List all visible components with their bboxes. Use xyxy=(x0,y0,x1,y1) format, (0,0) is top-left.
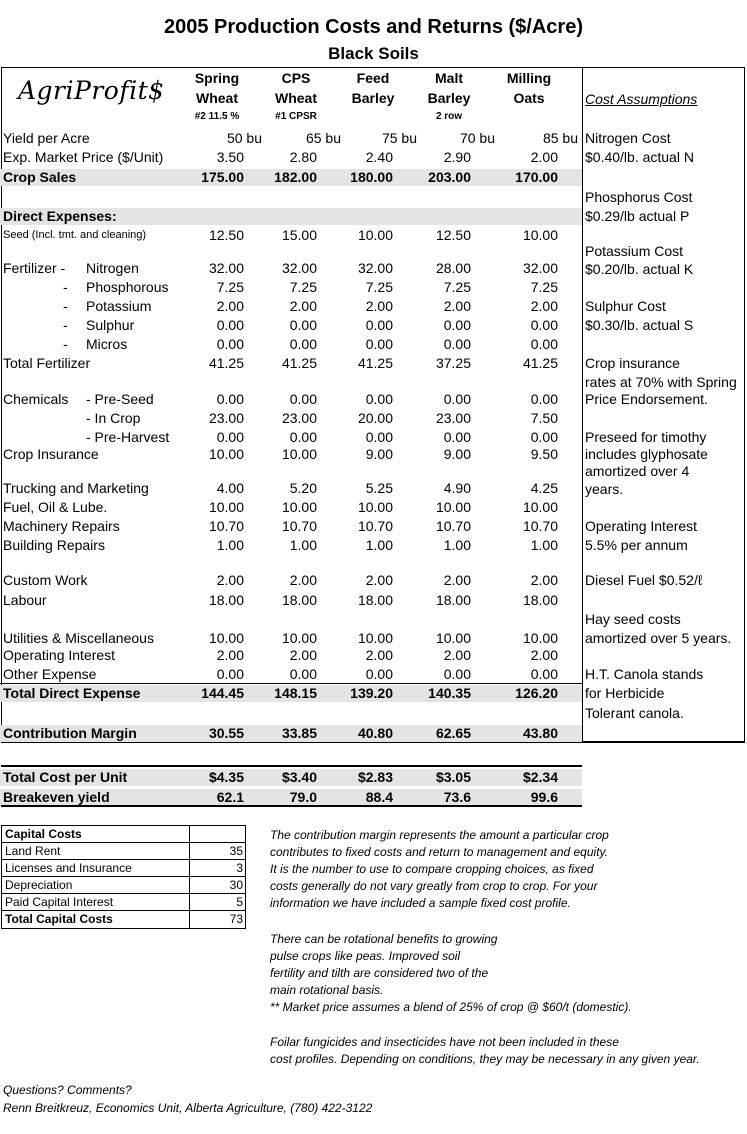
row-label: Fuel, Oil & Lube. xyxy=(3,499,108,515)
assumption-note: $0.40/lb. actual N xyxy=(585,149,694,165)
table-row xyxy=(0,391,582,408)
table-row xyxy=(0,260,582,277)
table-row xyxy=(0,685,582,702)
cell-value: 9.00 xyxy=(443,446,471,462)
cell-value: 10.00 xyxy=(208,499,244,515)
cell-value: 0.00 xyxy=(530,391,558,407)
table-row xyxy=(0,130,582,147)
row-label: Crop Insurance xyxy=(3,446,99,462)
cell-value: 30.55 xyxy=(208,725,244,741)
cell-value: 70 bu xyxy=(459,130,495,146)
cell-value: 10.00 xyxy=(357,630,393,646)
cell-value: 182.00 xyxy=(274,169,317,185)
cell-value: 9.00 xyxy=(365,446,393,462)
cell-value: 7.25 xyxy=(289,279,317,295)
cell-value: 41.25 xyxy=(208,355,244,371)
cell-value: 0.00 xyxy=(365,317,393,333)
cell-value: 170.00 xyxy=(515,169,558,185)
cell-value: 2.00 xyxy=(443,572,471,588)
row-label: Utilities & Miscellaneous xyxy=(3,630,154,646)
cell-value: 0.00 xyxy=(216,336,244,352)
table-row xyxy=(0,429,582,446)
cell-value: 12.50 xyxy=(435,227,471,243)
cell-value: $2.83 xyxy=(357,769,393,785)
col-header-line1: Milling xyxy=(506,70,552,86)
table-row xyxy=(0,410,582,427)
cell-value: 2.00 xyxy=(530,647,558,663)
explanatory-line: cost profiles. Depending on conditions, they may be necessary in any given year. xyxy=(270,1052,700,1066)
cell-value: 10.70 xyxy=(208,518,244,534)
cell-value: 0.00 xyxy=(365,391,393,407)
cell-value: 2.00 xyxy=(216,298,244,314)
cell-value: 0.00 xyxy=(443,317,471,333)
col-header-line1: Spring xyxy=(194,70,240,86)
table-row xyxy=(0,537,582,554)
assumption-note: Crop insurance xyxy=(585,355,680,371)
cell-value: 10.70 xyxy=(281,518,317,534)
row-label: Operating Interest xyxy=(3,647,116,663)
row-sublabel: Micros xyxy=(86,336,128,352)
cell-value: 2.00 xyxy=(289,572,317,588)
cell-value: 0.00 xyxy=(530,317,558,333)
cell-value: 0.00 xyxy=(365,336,393,352)
capital-value: 5 xyxy=(236,895,243,909)
row-label: Crop Sales xyxy=(3,169,77,185)
capital-label: Land Rent xyxy=(5,844,61,858)
cell-value: 2.00 xyxy=(216,572,244,588)
col-header-line2: Barley xyxy=(427,90,471,106)
row-label: Total Fertilizer xyxy=(3,355,91,371)
cell-value: 50 bu xyxy=(226,130,262,146)
table-row xyxy=(0,572,582,589)
explanatory-line: fertility and tilth are considered two of the xyxy=(270,966,489,980)
assumption-note: includes glyphosate xyxy=(585,446,708,462)
cell-value: 4.90 xyxy=(443,480,471,496)
cell-value: 0.00 xyxy=(443,666,471,682)
assumption-note: for Herbicide xyxy=(585,685,665,701)
agriprofit-logo: AgriProfit$ xyxy=(18,76,165,105)
cell-value: 20.00 xyxy=(357,410,393,426)
cell-value: 2.80 xyxy=(289,149,317,165)
cell-value: 65 bu xyxy=(305,130,341,146)
explanatory-line: Foilar fungicides and insecticides have not been included in these xyxy=(270,1035,619,1049)
assumption-note: Price Endorsement. xyxy=(585,391,708,407)
col-header-sub: 2 row xyxy=(435,111,463,122)
cell-value: 18.00 xyxy=(281,592,317,608)
footer-question: Questions? Comments? xyxy=(3,1083,132,1097)
cell-value: 18.00 xyxy=(208,592,244,608)
table-row xyxy=(0,666,582,683)
cell-value: 140.35 xyxy=(428,685,471,701)
capital-row xyxy=(2,877,245,894)
explanatory-line: It is the number to use to compare cropping choices, as fixed xyxy=(270,862,594,876)
cell-value: 62.65 xyxy=(435,725,471,741)
cell-value: 144.45 xyxy=(201,685,244,701)
cell-value: 2.40 xyxy=(365,149,393,165)
cell-value: 1.00 xyxy=(443,537,471,553)
row-label: Total Cost per Unit xyxy=(3,769,128,785)
cell-value: 0.00 xyxy=(289,336,317,352)
cell-value: 2.00 xyxy=(365,647,393,663)
row-label: Building Repairs xyxy=(3,537,105,553)
cell-value: 99.6 xyxy=(530,789,558,805)
cell-value: 10.00 xyxy=(522,499,558,515)
cell-value: 75 bu xyxy=(381,130,417,146)
cell-value: 10.00 xyxy=(281,499,317,515)
assumptions-divider xyxy=(582,68,583,742)
cell-value: 0.00 xyxy=(443,336,471,352)
cell-value: 18.00 xyxy=(522,592,558,608)
cell-value: 9.50 xyxy=(530,446,558,462)
row-label: - xyxy=(63,279,68,295)
row-label: - xyxy=(63,336,68,352)
row-sublabel: Potassium xyxy=(86,298,152,314)
total-line xyxy=(0,683,582,684)
capital-value: 35 xyxy=(229,844,243,858)
cell-value: 2.00 xyxy=(530,572,558,588)
cell-value: 10.00 xyxy=(435,630,471,646)
cell-value: 0.00 xyxy=(443,429,471,445)
row-label: Custom Work xyxy=(3,572,88,588)
cell-value: 4.25 xyxy=(530,480,558,496)
row-sublabel: - Pre-Seed xyxy=(86,391,154,407)
cell-value: 0.00 xyxy=(216,317,244,333)
cell-value: 5.25 xyxy=(365,480,393,496)
capital-row xyxy=(2,843,245,860)
cell-value: 2.00 xyxy=(289,298,317,314)
col-header-sub: #1 CPSR xyxy=(275,111,317,122)
cell-value: 0.00 xyxy=(530,336,558,352)
row-sublabel: Phosphorous xyxy=(86,279,169,295)
explanatory-line: costs generally do not vary greatly from crop to crop. For your xyxy=(270,879,598,893)
capital-label: Depreciation xyxy=(5,878,73,892)
explanatory-line: The contribution margin represents the amount a particular crop xyxy=(270,828,609,842)
cell-value: 18.00 xyxy=(357,592,393,608)
table-row xyxy=(0,317,582,334)
cell-value: 85 bu xyxy=(542,130,578,146)
cell-value: 10.00 xyxy=(357,499,393,515)
cell-value: 0.00 xyxy=(365,666,393,682)
cell-value: 88.4 xyxy=(365,789,393,805)
explanatory-line: ** Market price assumes a blend of 25% of crop @ $60/t (domestic). xyxy=(270,1000,632,1014)
cell-value: 41.25 xyxy=(357,355,393,371)
cell-value: 0.00 xyxy=(216,666,244,682)
cell-value: 0.00 xyxy=(530,429,558,445)
cell-value: 32.00 xyxy=(208,260,244,276)
table-row xyxy=(0,279,582,296)
row-label: Direct Expenses: xyxy=(3,208,117,224)
col-header-line1: Malt xyxy=(435,70,463,86)
assumption-note: Nitrogen Cost xyxy=(585,130,671,146)
cell-value: 10.00 xyxy=(208,630,244,646)
cell-value: 0.00 xyxy=(443,391,471,407)
cell-value: 7.25 xyxy=(443,279,471,295)
unit-cost-box xyxy=(1,765,582,807)
assumption-note: amortized over 5 years. xyxy=(585,630,732,646)
cell-value: 203.00 xyxy=(428,169,471,185)
assumption-note: Phosphorus Cost xyxy=(585,189,693,205)
row-label: Labour xyxy=(3,592,47,608)
explanatory-line: pulse crops like peas. Improved soil xyxy=(270,949,461,963)
capital-label: Total Capital Costs xyxy=(5,912,113,926)
cell-value: 37.25 xyxy=(435,355,471,371)
cell-value: 2.00 xyxy=(443,298,471,314)
row-label: Trucking and Marketing xyxy=(3,480,149,496)
row-label: Exp. Market Price ($/Unit) xyxy=(3,149,164,165)
cell-value: 10.00 xyxy=(281,630,317,646)
table-row xyxy=(0,592,582,609)
assumption-note: Potassium Cost xyxy=(585,243,684,259)
assumption-note: Tolerant canola. xyxy=(585,705,684,721)
cell-value: 23.00 xyxy=(208,410,244,426)
row-label: - xyxy=(63,317,68,333)
cell-value: 10.00 xyxy=(522,227,558,243)
cell-value: 40.80 xyxy=(357,725,393,741)
row-label: Other Expense xyxy=(3,666,97,682)
table-row xyxy=(0,630,582,647)
table-row xyxy=(0,480,582,497)
assumption-note: years. xyxy=(585,481,624,497)
cell-value: $3.05 xyxy=(435,769,471,785)
cell-value: 0.00 xyxy=(216,391,244,407)
assumption-note: Preseed for timothy xyxy=(585,429,707,445)
cost-assumptions-header: Cost Assumptions xyxy=(585,91,698,107)
capital-row xyxy=(2,860,245,877)
cell-value: 0.00 xyxy=(530,666,558,682)
cell-value: 1.00 xyxy=(365,537,393,553)
col-header-line2: Wheat xyxy=(196,90,238,106)
cell-value: 4.00 xyxy=(216,480,244,496)
cell-value: 0.00 xyxy=(365,429,393,445)
table-row xyxy=(0,499,582,516)
cell-value: 7.25 xyxy=(216,279,244,295)
cell-value: 73.6 xyxy=(443,789,471,805)
capital-label: Licenses and Insurance xyxy=(5,861,132,875)
capital-value: 30 xyxy=(229,878,243,892)
cell-value: 2.00 xyxy=(530,149,558,165)
capital-label: Paid Capital Interest xyxy=(5,895,114,909)
row-label: Fertilizer - xyxy=(3,260,66,276)
assumption-note: Operating Interest xyxy=(585,518,698,534)
col-header-line1: CPS xyxy=(281,70,311,86)
capital-row xyxy=(2,894,245,911)
cell-value: 0.00 xyxy=(289,666,317,682)
cell-value: 175.00 xyxy=(201,169,244,185)
capital-value: 73 xyxy=(229,912,243,926)
row-sublabel: - In Crop xyxy=(86,410,141,426)
cell-value: 126.20 xyxy=(515,685,558,701)
assumption-note: amortized over 4 xyxy=(585,463,690,479)
cell-value: 2.00 xyxy=(365,572,393,588)
capital-costs-table xyxy=(1,825,246,929)
page-title: 2005 Production Costs and Returns ($/Acre) xyxy=(164,16,583,38)
cell-value: 41.25 xyxy=(281,355,317,371)
cell-value: 0.00 xyxy=(216,429,244,445)
cell-value: 1.00 xyxy=(530,537,558,553)
cell-value: 18.00 xyxy=(435,592,471,608)
capital-header: Capital Costs xyxy=(5,827,82,841)
cell-value: 1.00 xyxy=(216,537,244,553)
cell-value: 12.50 xyxy=(208,227,244,243)
row-label: Seed (Incl. tmt. and cleaning) xyxy=(3,229,147,241)
cell-value: 139.20 xyxy=(350,685,393,701)
col-header-line2: Wheat xyxy=(275,90,317,106)
cell-value: 2.00 xyxy=(530,298,558,314)
assumption-note: Sulphur Cost xyxy=(585,298,666,314)
row-label: Chemicals xyxy=(3,391,69,407)
assumption-note: $0.29/lb actual P xyxy=(585,208,690,224)
explanatory-line: There can be rotational benefits to growing xyxy=(270,932,498,946)
cell-value: 10.00 xyxy=(281,446,317,462)
cell-value: $4.35 xyxy=(208,769,244,785)
cell-value: 43.80 xyxy=(522,725,558,741)
cell-value: 2.00 xyxy=(443,647,471,663)
cell-value: 180.00 xyxy=(350,169,393,185)
cell-value: 3.50 xyxy=(216,149,244,165)
cell-value: 10.00 xyxy=(522,630,558,646)
cell-value: 32.00 xyxy=(522,260,558,276)
table-row xyxy=(0,298,582,315)
cell-value: 10.70 xyxy=(357,518,393,534)
row-label: Yield per Acre xyxy=(3,130,90,146)
col-header-line2: Barley xyxy=(351,90,395,106)
cell-value: 23.00 xyxy=(281,410,317,426)
explanatory-line: information we have included a sample fixed cost profile. xyxy=(270,896,571,910)
table-row xyxy=(0,169,582,186)
cell-value: 1.00 xyxy=(289,537,317,553)
row-sublabel: - Pre-Harvest xyxy=(86,429,170,445)
assumption-note: $0.20/lb. actual K xyxy=(585,261,694,277)
capital-total-row xyxy=(2,911,245,928)
table-row xyxy=(0,355,582,372)
cell-value: 2.00 xyxy=(216,647,244,663)
cell-value: 7.50 xyxy=(530,410,558,426)
cell-value: 33.85 xyxy=(281,725,317,741)
cell-value: $2.34 xyxy=(522,769,558,785)
table-row xyxy=(0,227,582,244)
cell-value: 148.15 xyxy=(274,685,317,701)
capital-header-row xyxy=(2,826,245,843)
table-row xyxy=(0,647,582,664)
assumption-note: $0.30/lb. actual S xyxy=(585,317,694,333)
row-label: Contribution Margin xyxy=(3,725,137,741)
row-label: - xyxy=(63,298,68,314)
cell-value: 2.90 xyxy=(443,149,471,165)
cell-value: 32.00 xyxy=(281,260,317,276)
cell-value: 0.00 xyxy=(289,429,317,445)
cell-value: 7.25 xyxy=(530,279,558,295)
table-row xyxy=(0,208,582,225)
table-row xyxy=(0,149,582,166)
cell-value: 2.00 xyxy=(289,647,317,663)
cell-value: 10.00 xyxy=(435,499,471,515)
table-row xyxy=(0,725,582,742)
cell-value: 7.25 xyxy=(365,279,393,295)
assumption-note: Diesel Fuel $0.52/ℓ xyxy=(585,572,703,588)
col-header-line1: Feed xyxy=(356,70,390,86)
cell-value: 23.00 xyxy=(435,410,471,426)
cell-value: 15.00 xyxy=(281,227,317,243)
cell-value: 41.25 xyxy=(522,355,558,371)
footer-contact: Renn Breitkreuz, Economics Unit, Alberta Agriculture, (780) 422-3122 xyxy=(3,1101,373,1115)
explanatory-line: contributes to fixed costs and return to management and equity. xyxy=(270,845,608,859)
page-subtitle: Black Soils xyxy=(328,44,419,63)
row-label: Machinery Repairs xyxy=(3,518,120,534)
cell-value: 5.20 xyxy=(289,480,317,496)
row-sublabel: Nitrogen xyxy=(86,260,139,276)
cell-value: 10.70 xyxy=(522,518,558,534)
cell-value: 0.00 xyxy=(289,317,317,333)
table-row xyxy=(0,518,582,535)
cell-value: 10.70 xyxy=(435,518,471,534)
explanatory-line: main rotational basis. xyxy=(270,983,384,997)
col-header-sub: #2 11.5 % xyxy=(194,111,240,122)
cell-value: 28.00 xyxy=(435,260,471,276)
assumption-note: 5.5% per annum xyxy=(585,537,688,553)
capital-value: 3 xyxy=(236,861,243,875)
cell-value: 32.00 xyxy=(357,260,393,276)
cell-value: 62.1 xyxy=(216,789,244,805)
row-label: Breakeven yield xyxy=(3,789,110,805)
table-row xyxy=(0,446,582,463)
assumption-note: Hay seed costs xyxy=(585,611,681,627)
cell-value: $3.40 xyxy=(281,769,317,785)
table-row xyxy=(0,336,582,353)
cell-value: 2.00 xyxy=(365,298,393,314)
assumption-note: rates at 70% with Spring xyxy=(585,374,737,390)
row-sublabel: Sulphur xyxy=(86,317,135,333)
cell-value: 0.00 xyxy=(289,391,317,407)
row-label: Total Direct Expense xyxy=(3,685,141,701)
cell-value: 10.00 xyxy=(357,227,393,243)
assumption-note: H.T. Canola stands xyxy=(585,666,704,682)
cell-value: 10.00 xyxy=(208,446,244,462)
col-header-line2: Oats xyxy=(513,90,545,106)
cell-value: 79.0 xyxy=(289,789,317,805)
